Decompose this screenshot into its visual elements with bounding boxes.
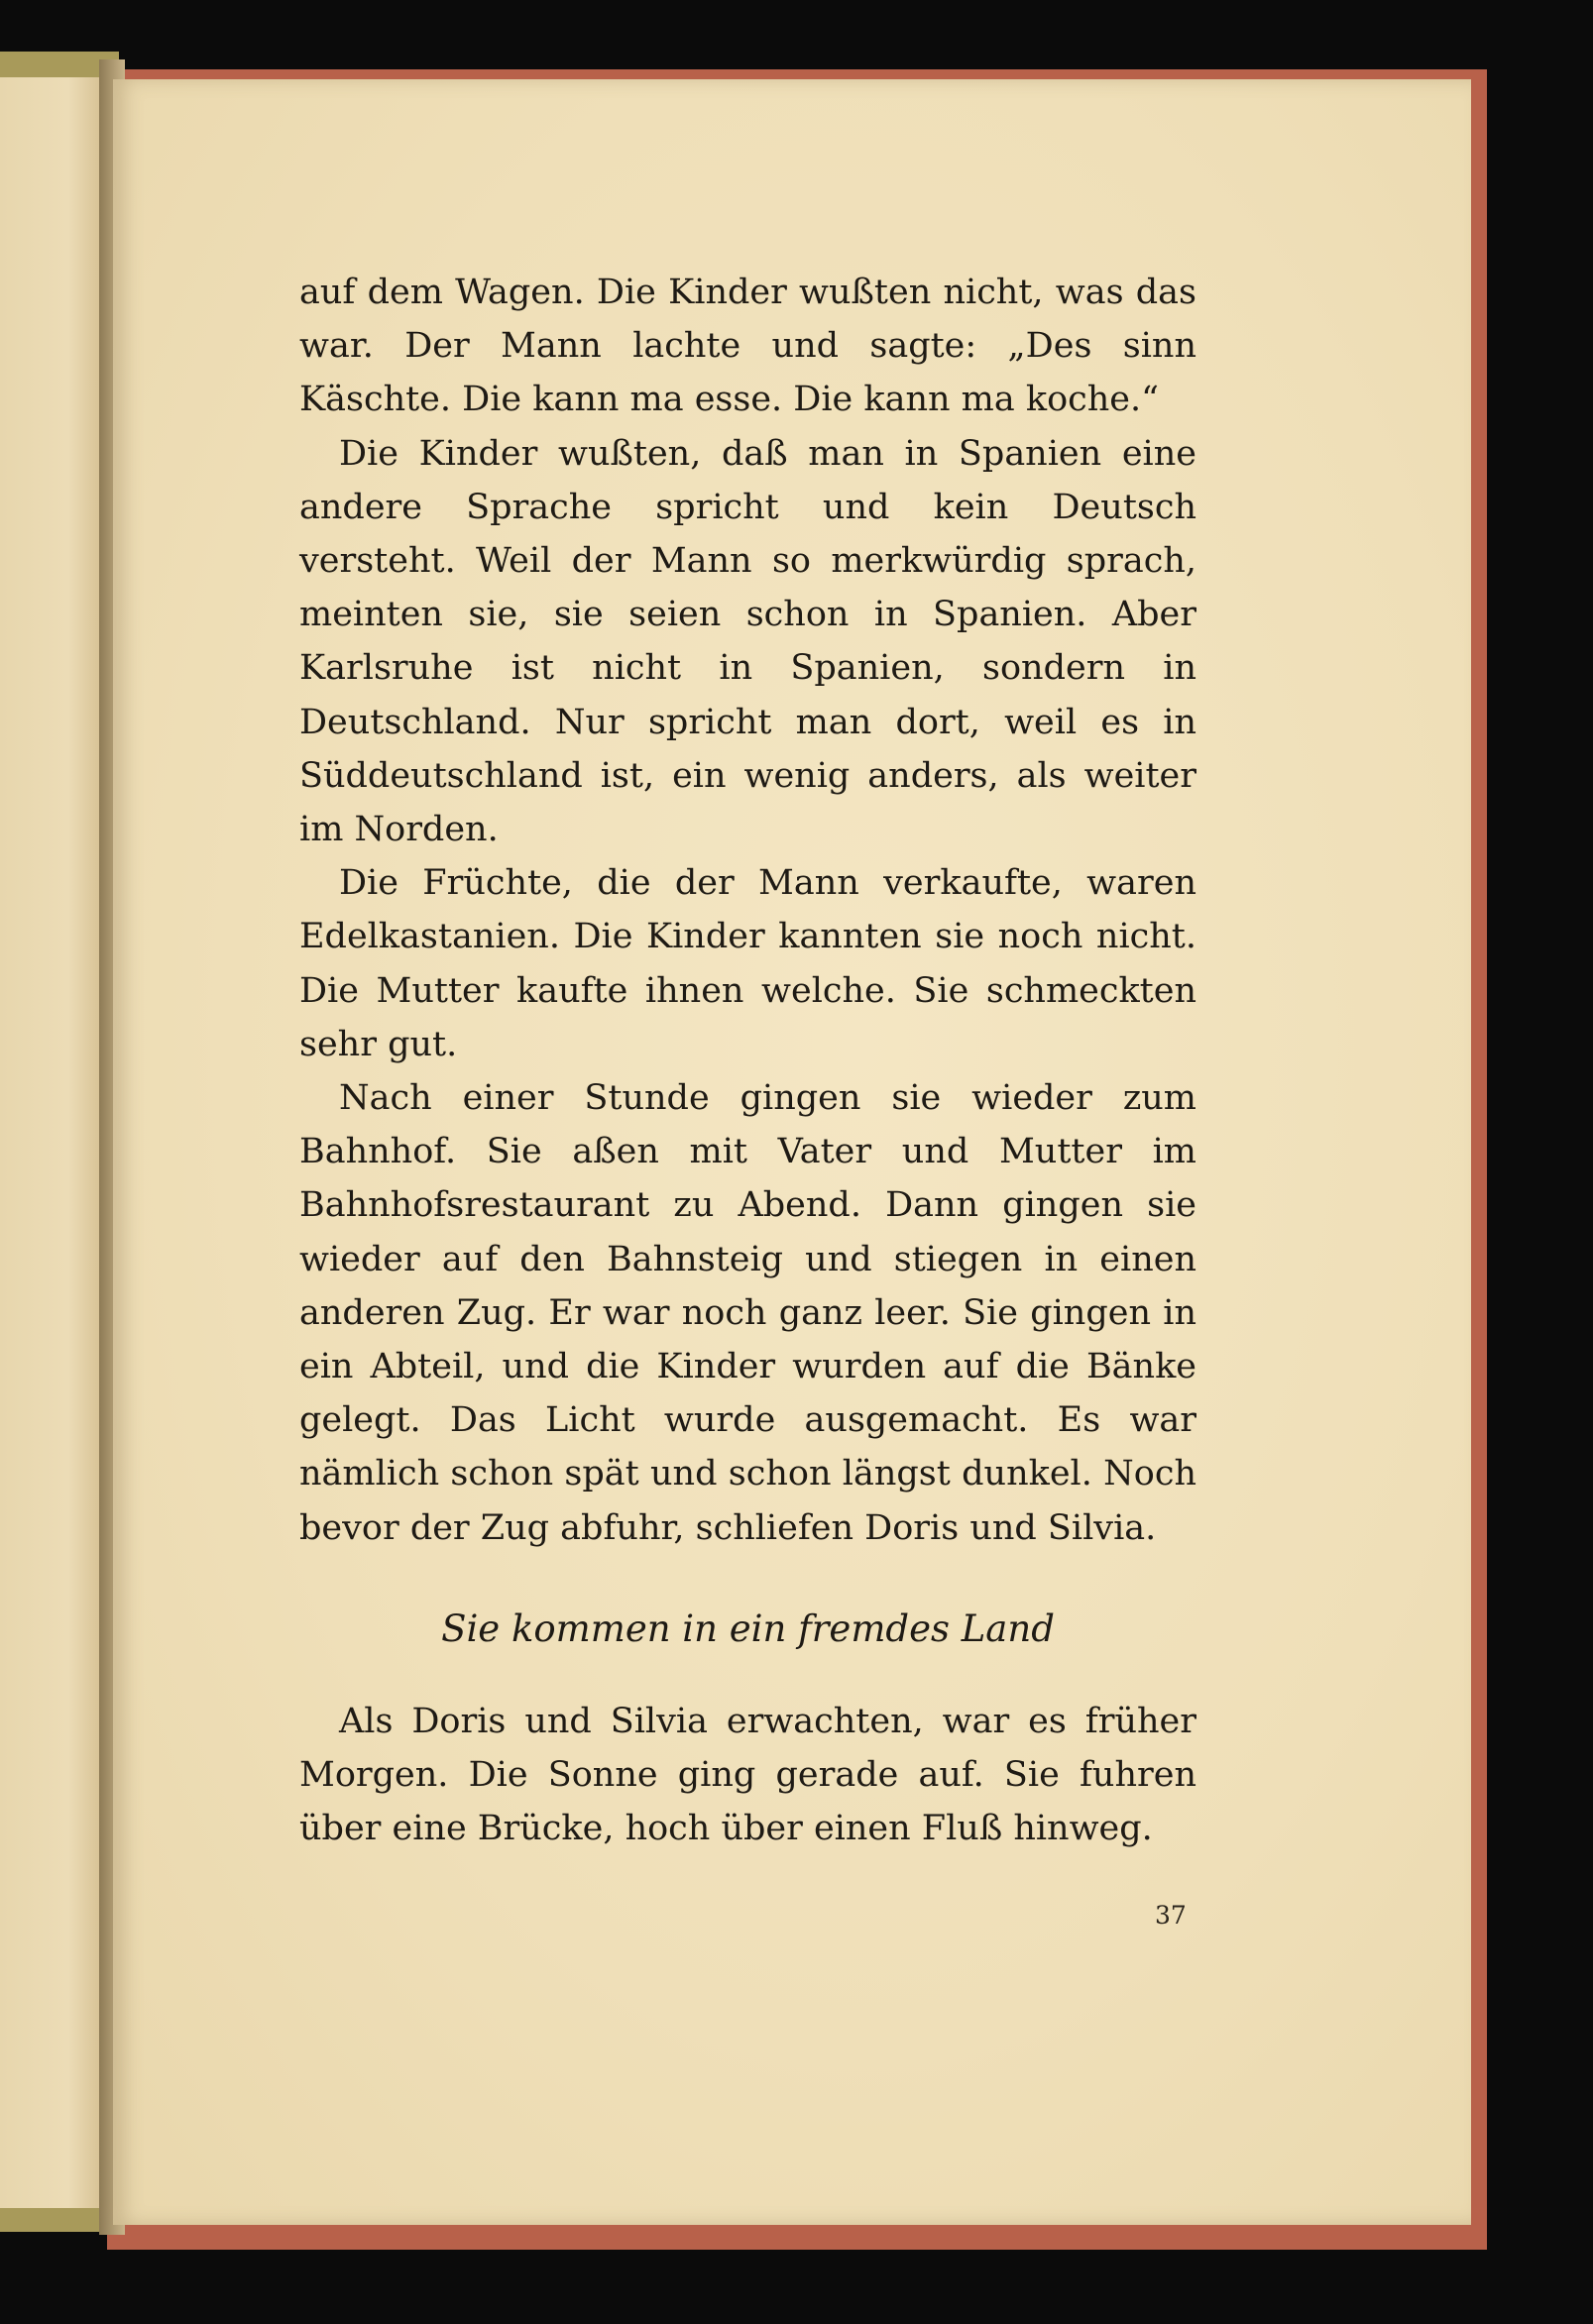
paragraph: Als Doris und Silvia erwachten, war es früher Morgen. Die Sonne ging gerade auf. Sie fuhren über eine Brücke, hoch über einen Fluß hinweg. [299, 1702, 1196, 1849]
section-heading: Sie kommen in ein fremdes Land [441, 1607, 1055, 1650]
paragraph: Nach einer Stunde gingen sie wieder zum Bahnhof. Sie aßen mit Vater und Mutter im Bahnhofsrestaurant zu Abend. Dann gingen sie wieder auf den Bahnsteig und stiegen in einen anderen Zug. Er war noch ganz leer. Sie gingen in ein Abteil, und die Kinder wurden auf die Bänke gelegt. Das Licht wurde ausgemacht. Es war nämlich schon spät und schon längst dunkel. Noch bevor der Zug abfuhr, schliefen Doris und Silvia. [299, 1078, 1196, 1548]
paragraph: Die Früchte, die der Mann verkaufte, waren Edelkastanien. Die Kinder kannten sie noch nicht. Die Mutter kaufte ihnen welche. Sie schmeckten sehr gut. [299, 863, 1196, 1064]
page-number: 37 [1155, 1901, 1187, 1930]
left-page-edge [0, 59, 114, 2230]
paragraph: Die Kinder wußten, daß man in Spanien eine andere Sprache spricht und kein Deutsch versteht. Weil der Mann so merkwürdig sprach, meinten sie, sie seien schon in Spanien. Aber Karlsruhe ist nicht in Spanien, sondern in Deutschland. Nur spricht man dort, weil es in Süddeutschland ist, ein wenig anders, als weiter im Norden. [299, 433, 1196, 850]
body-text-top [299, 266, 1196, 1555]
paragraph: auf dem Wagen. Die Kinder wußten nicht, was das war. Der Mann lachte und sagte: „Des sinn Käschte. Die kann ma esse. Die kann ma koche.“ [299, 273, 1196, 420]
body-text-bottom [299, 1695, 1196, 1856]
